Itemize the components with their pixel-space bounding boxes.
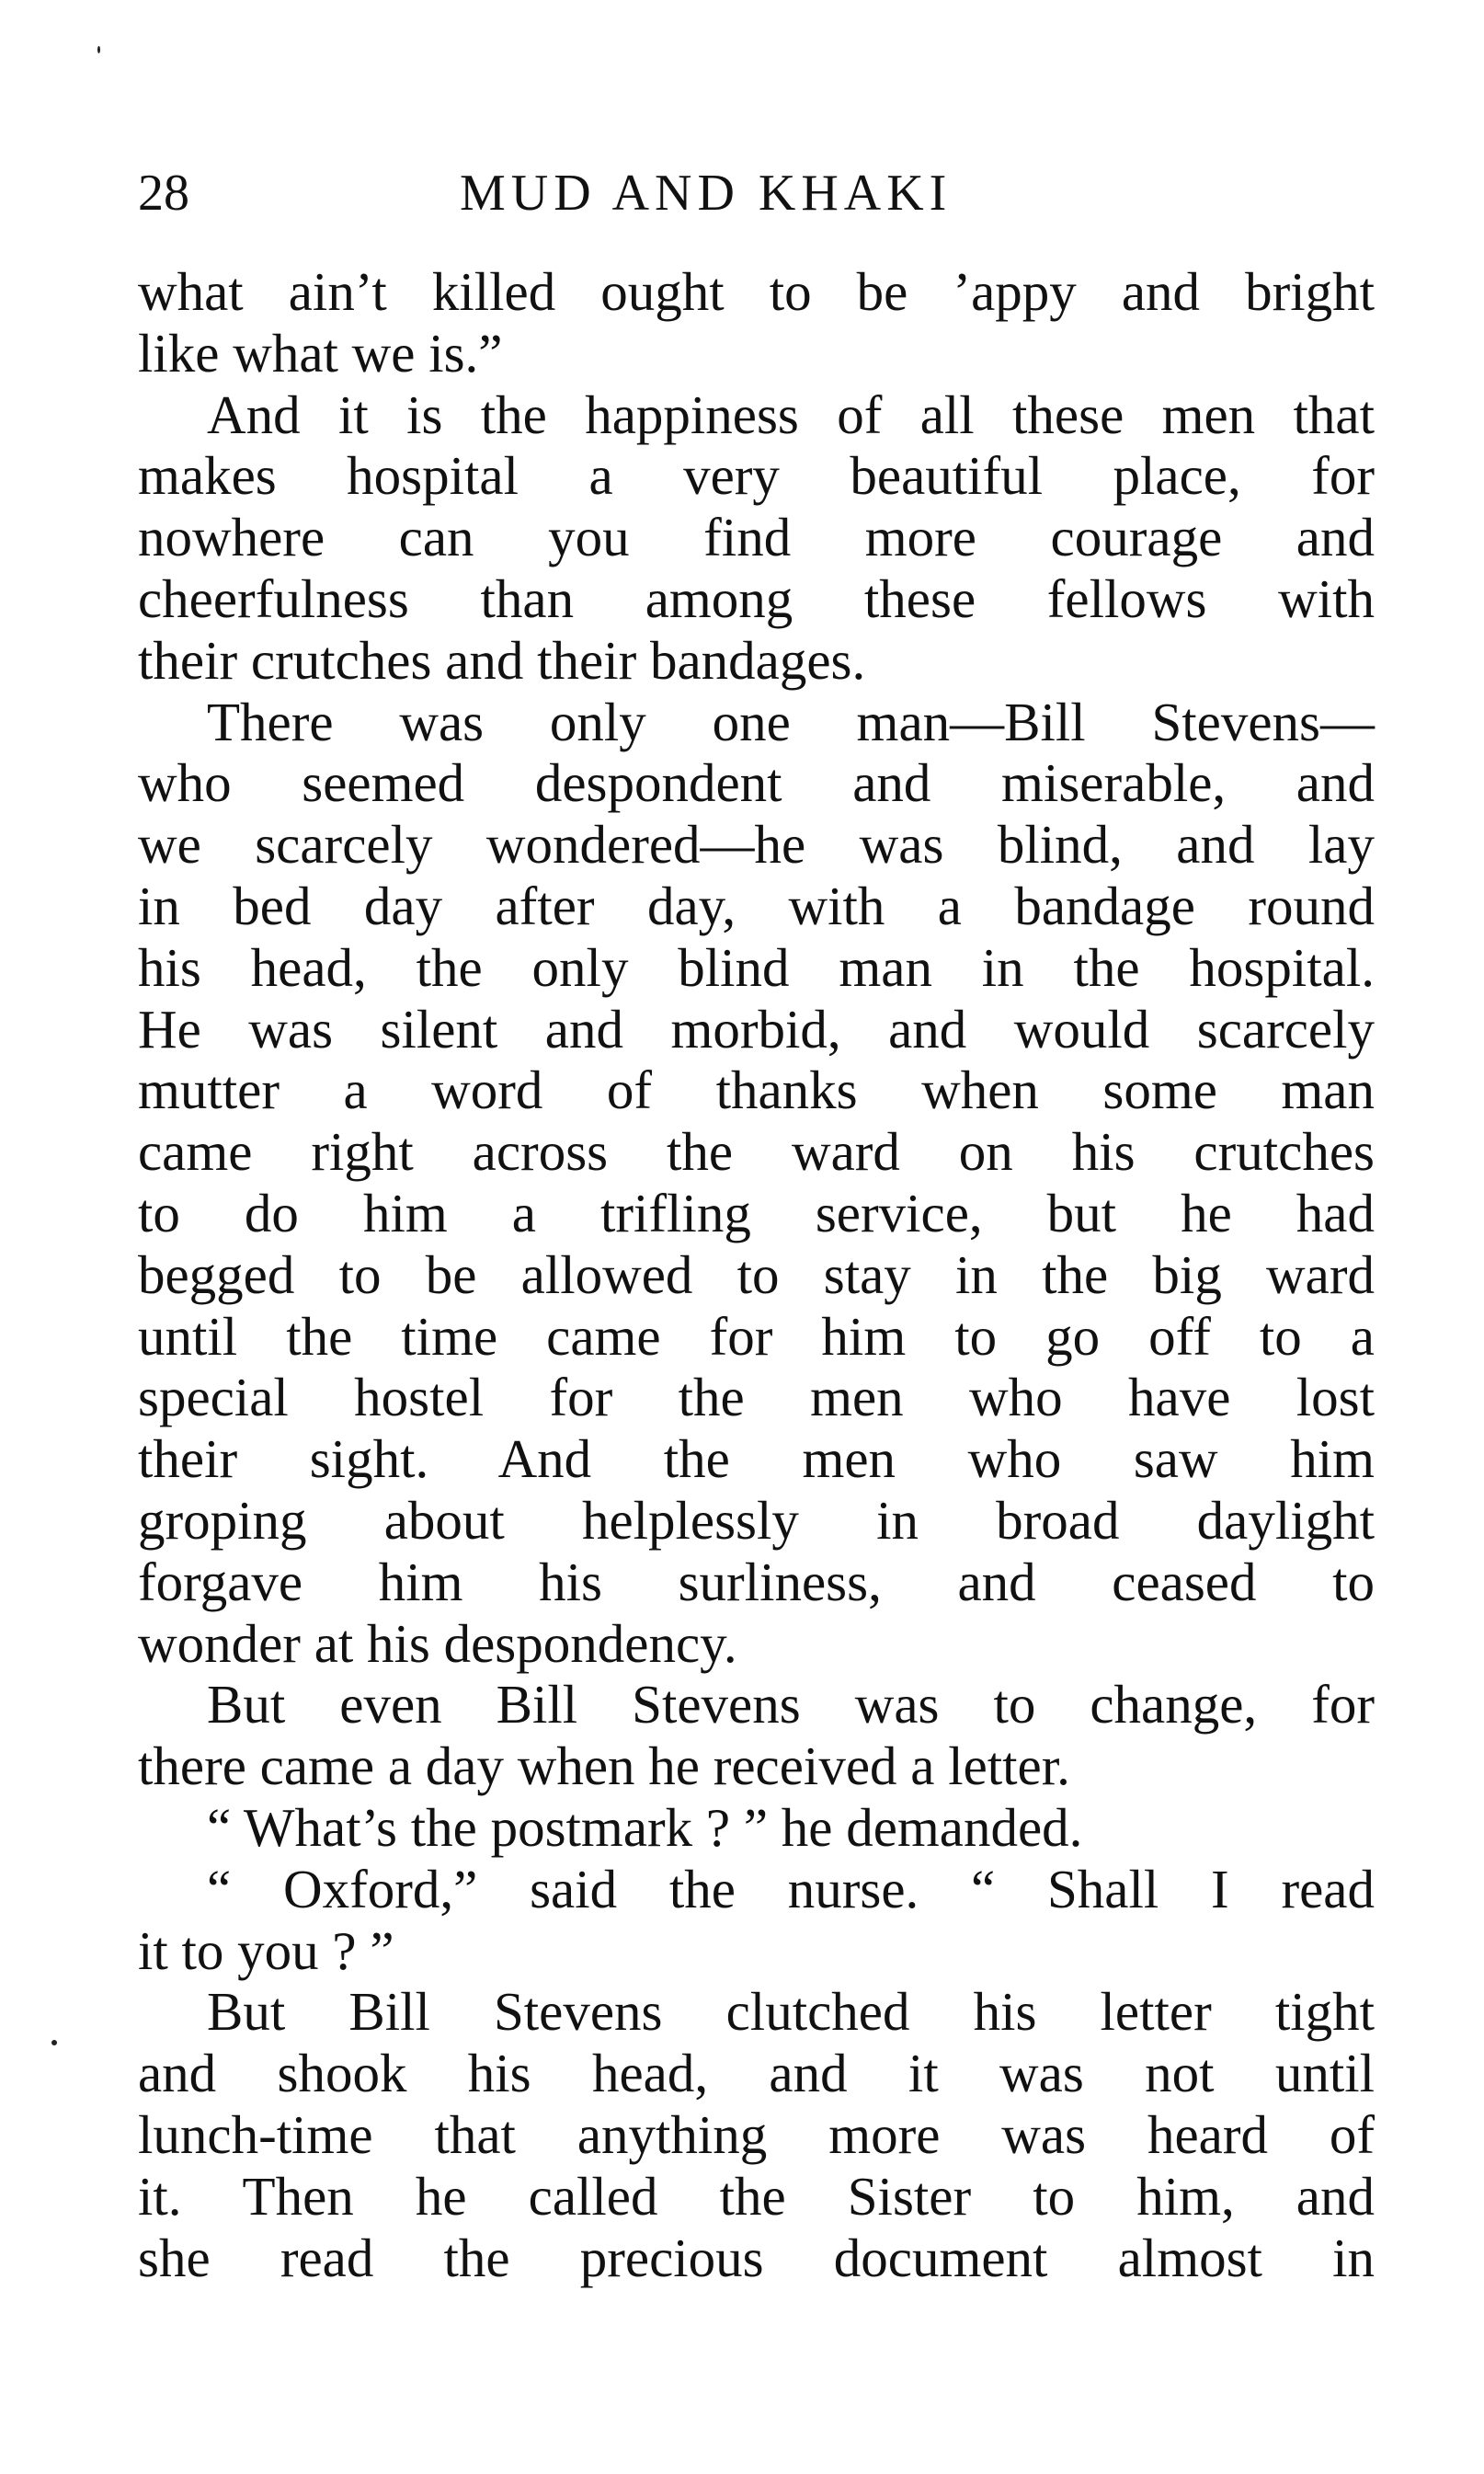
text-line: special hostel for the men who have lost bbox=[138, 1367, 1375, 1428]
text-line: makes hospital a very beautiful place, for bbox=[138, 445, 1375, 507]
text-line: But Bill Stevens clutched his letter tight bbox=[207, 1981, 1375, 2043]
text-line: their sight. And the men who saw him bbox=[138, 1428, 1375, 1490]
text-line: “ Oxford,” said the nurse. “ Shall I read bbox=[207, 1858, 1375, 1919]
text-line: what ain’t killed ought to be ’appy and bright bbox=[138, 261, 1375, 322]
text-line: their crutches and their bandages. bbox=[138, 629, 866, 691]
text-line: it to you ? ” bbox=[138, 1919, 394, 1981]
text-line: to do him a trifling service, but he had bbox=[138, 1182, 1375, 1243]
text-line: we scarcely wondered—he was blind, and lay bbox=[138, 814, 1375, 876]
print-speck bbox=[97, 46, 100, 53]
text-line: And it is the happiness of all these men that bbox=[207, 384, 1375, 445]
text-line: nowhere can you find more courage and bbox=[138, 507, 1375, 568]
text-line: But even Bill Stevens was to change, for bbox=[207, 1674, 1375, 1735]
text-line: lunch-time that anything more was heard of bbox=[138, 2103, 1375, 2165]
text-line: his head, the only blind man in the hospital. bbox=[138, 936, 1375, 998]
page-number: 28 bbox=[138, 165, 189, 222]
text-line: He was silent and morbid, and would scarcely bbox=[138, 998, 1375, 1059]
text-line: and shook his head, and it was not until bbox=[138, 2043, 1375, 2104]
text-line: cheerfulness than among these fellows with bbox=[138, 567, 1375, 629]
text-line: came right across the ward on his crutches bbox=[138, 1121, 1375, 1183]
print-speck bbox=[51, 2040, 57, 2045]
text-line: forgave him his surliness, and ceased to bbox=[138, 1551, 1375, 1612]
body-text bbox=[138, 261, 1375, 2288]
running-title: MUD AND KHAKI bbox=[460, 165, 953, 222]
page-header bbox=[138, 156, 1370, 230]
text-line: mutter a word of thanks when some man bbox=[138, 1059, 1375, 1121]
text-line: until the time came for him to go off to a bbox=[138, 1305, 1375, 1367]
text-line: groping about helplessly in broad daylight bbox=[138, 1489, 1375, 1551]
text-line: there came a day when he received a letter. bbox=[138, 1735, 1070, 1797]
text-line: begged to be allowed to stay in the big ward bbox=[138, 1243, 1375, 1305]
text-line: “ What’s the postmark ? ” he demanded. bbox=[207, 1796, 1083, 1858]
text-line: who seemed despondent and miserable, and bbox=[138, 752, 1375, 814]
text-line: she read the precious document almost in bbox=[138, 2227, 1375, 2288]
text-line: wonder at his despondency. bbox=[138, 1612, 737, 1674]
text-line: in bed day after day, with a bandage round bbox=[138, 875, 1375, 936]
text-line: like what we is.” bbox=[138, 322, 503, 384]
text-line: There was only one man—Bill Stevens— bbox=[207, 691, 1375, 752]
text-line: it. Then he called the Sister to him, and bbox=[138, 2165, 1375, 2227]
